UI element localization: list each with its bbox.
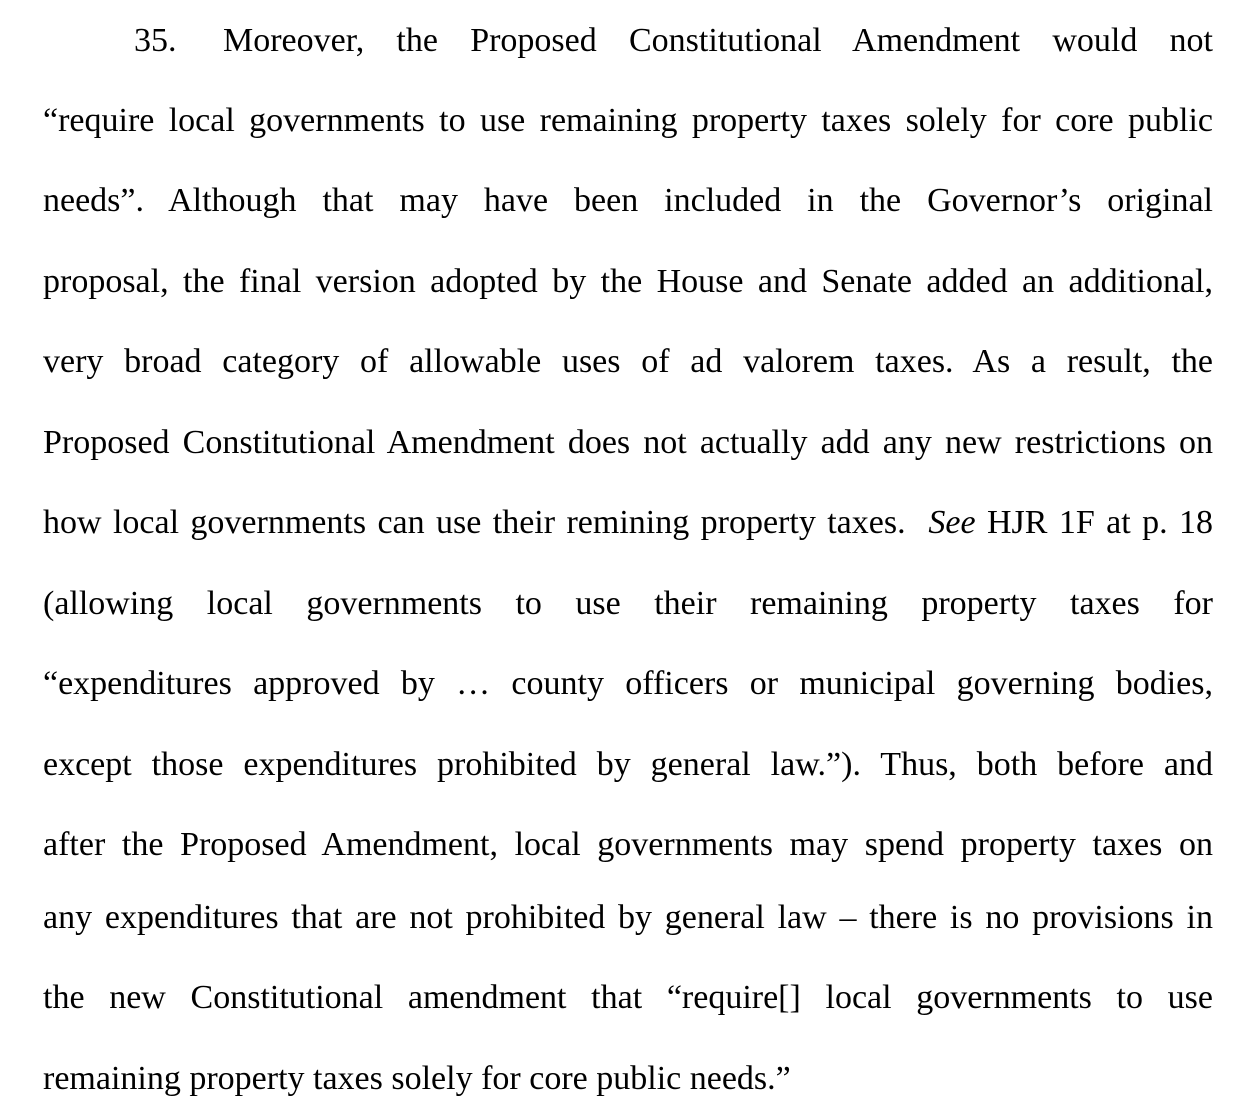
- paragraph-line-12: any expenditures that are not prohibited by general law – there is no provisions in: [43, 899, 1213, 936]
- paragraph-line-14: remaining property taxes solely for core public needs.”: [43, 1060, 791, 1097]
- paragraph-line-1: [134, 21, 1213, 61]
- document-page: [43, 0, 1213, 1119]
- paragraph-line-10: except those expenditures prohibited by general law.”). Thus, both before and: [43, 746, 1213, 783]
- paragraph-line-11: after the Proposed Amendment, local governments may spend property taxes on: [43, 826, 1213, 863]
- line-text: how local governments can use their remining property taxes.: [43, 504, 906, 541]
- paragraph-number: 35.: [134, 22, 177, 59]
- paragraph-line-3: needs”. Although that may have been included in the Governor’s original: [43, 182, 1213, 219]
- line-text: Moreover, the Proposed Constitutional Amendment would not: [223, 22, 1213, 59]
- paragraph-line-6: Proposed Constitutional Amendment does not actually add any new restrictions on: [43, 424, 1213, 461]
- citation-signal: See: [928, 504, 976, 541]
- paragraph-line-13: the new Constitutional amendment that “require[] local governments to use: [43, 979, 1213, 1016]
- paragraph-line-5: very broad category of allowable uses of ad valorem taxes. As a result, the: [43, 343, 1213, 380]
- paragraph-line-2: “require local governments to use remaining property taxes solely for core public: [43, 102, 1213, 139]
- paragraph-line-7: [43, 503, 1213, 543]
- citation-reference: HJR 1F at p. 18: [986, 504, 1214, 541]
- paragraph-line-4: proposal, the final version adopted by the House and Senate added an additional,: [43, 263, 1213, 300]
- paragraph-line-9: “expenditures approved by … county officers or municipal governing bodies,: [43, 665, 1213, 702]
- paragraph-line-8: (allowing local governments to use their remaining property taxes for: [43, 585, 1213, 622]
